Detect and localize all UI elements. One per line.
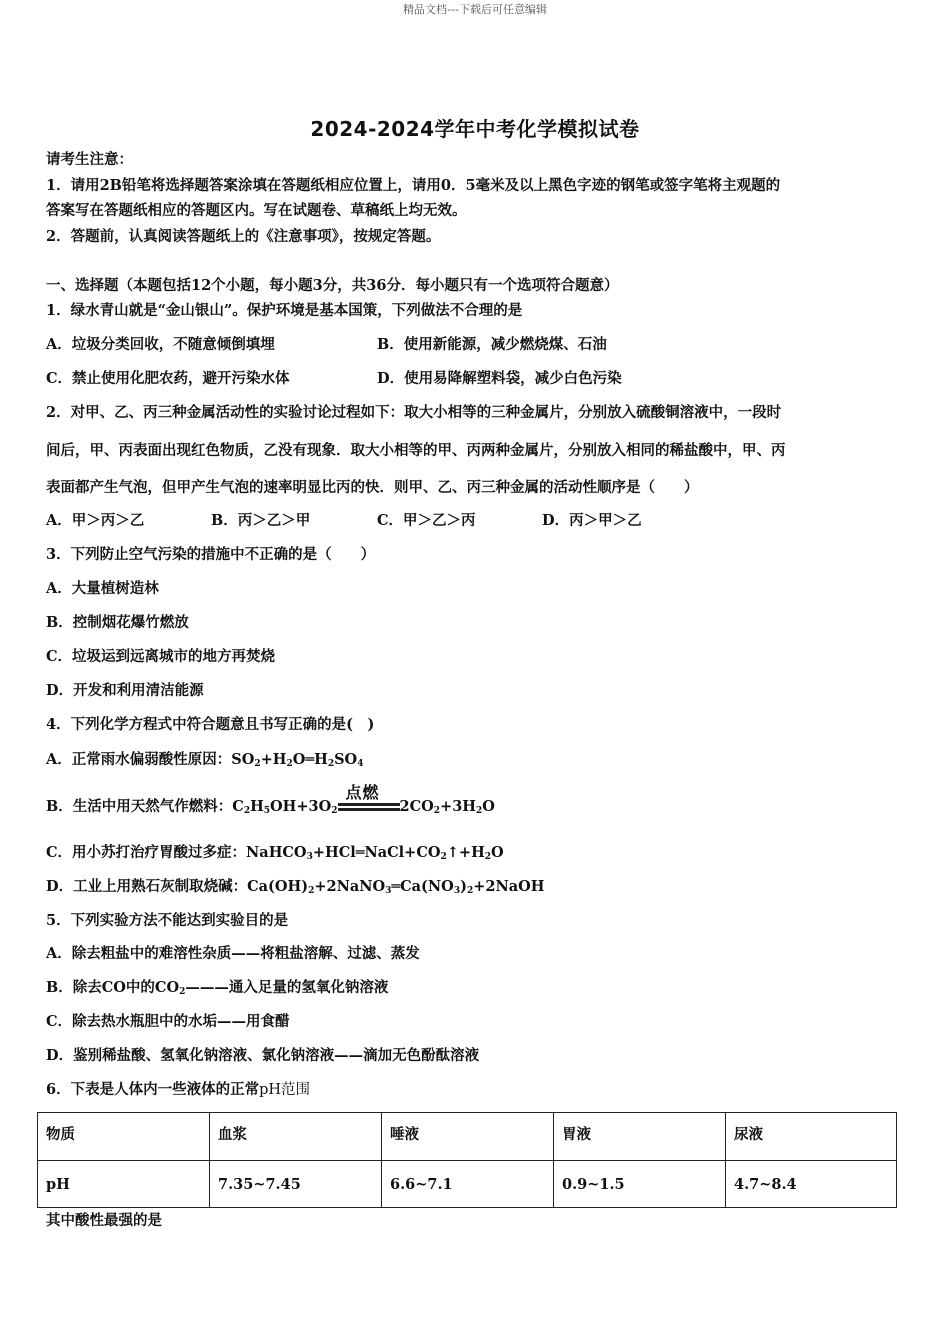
q3-option-a[interactable]: A．大量植树造林 bbox=[46, 580, 159, 597]
exam-title: 2024-2024学年中考化学模拟试卷 bbox=[310, 117, 640, 141]
notice-heading: 请考生注意： bbox=[46, 151, 133, 168]
q4-option-b-equation-left: $C_2H_5OH+3O_2$ bbox=[232, 798, 338, 816]
q2-option-b[interactable]: B．丙＞乙＞甲 bbox=[211, 512, 311, 529]
question-4-stem: 4．下列化学方程式中符合题意且书写正确的是( ) bbox=[46, 716, 375, 733]
q5-option-a[interactable]: A．除去粗盐中的难溶性杂质——将粗盐溶解、过滤、蒸发 bbox=[46, 945, 420, 962]
reaction-condition-label: 点燃 bbox=[345, 783, 380, 802]
q4-option-a-label: A．正常雨水偏弱酸性原因： bbox=[46, 751, 232, 768]
q4-option-b[interactable] bbox=[46, 783, 495, 821]
q3-option-d[interactable]: D．开发和利用清洁能源 bbox=[46, 682, 204, 699]
question-6-stem-b: pH范围 bbox=[259, 1082, 311, 1098]
table-header-cell: 唾液 bbox=[382, 1113, 554, 1161]
q4-option-c-equation: $NaHCO_3+HCl═NaCl+CO_2↑+H_2O$ bbox=[246, 844, 504, 862]
q2-option-a[interactable]: A．甲＞丙＞乙 bbox=[46, 512, 145, 529]
section-heading: 一、选择题（本题包括12个小题，每小题3分，共36分．每小题只有一个选项符合题意） bbox=[46, 277, 619, 294]
table-header-cell: 血浆 bbox=[210, 1113, 382, 1161]
q4-option-d-label: D．工业上用熟石灰制取烧碱： bbox=[46, 878, 248, 895]
reaction-condition-arrow bbox=[338, 783, 400, 821]
question-5-stem: 5．下列实验方法不能达到实验目的是 bbox=[46, 912, 289, 929]
table-cell: 7.35~7.45 bbox=[210, 1161, 382, 1208]
table-header-cell: 胃液 bbox=[554, 1113, 726, 1161]
question-6-followup: 其中酸性最强的是 bbox=[46, 1212, 162, 1229]
table-cell: 4.7~8.4 bbox=[726, 1161, 897, 1208]
question-1-stem: 1．绿水青山就是“金山银山”。保护环境是基本国策，下列做法不合理的是 bbox=[46, 302, 523, 319]
page-header-watermark: 精品文档---下载后可任意编辑 bbox=[403, 3, 547, 16]
table-header-cell: 尿液 bbox=[726, 1113, 897, 1161]
question-3-stem: 3．下列防止空气污染的措施中不正确的是（ ） bbox=[46, 546, 376, 563]
question-6-stem-a: 6．下表是人体内一些液体的正常 bbox=[46, 1081, 260, 1098]
table-header-cell: 物质 bbox=[38, 1113, 210, 1161]
q1-option-c[interactable]: C．禁止使用化肥农药，避开污染水体 bbox=[46, 370, 290, 387]
table-cell: 6.6~7.1 bbox=[382, 1161, 554, 1208]
question-6-stem bbox=[46, 1080, 310, 1100]
q4-option-c[interactable] bbox=[46, 843, 504, 867]
q2-option-c[interactable]: C．甲＞乙＞丙 bbox=[377, 512, 476, 529]
q5-option-d[interactable]: D．鉴别稀盐酸、氢氧化钠溶液、氯化钠溶液——滴加无色酚酞溶液 bbox=[46, 1047, 480, 1064]
question-2-stem-2: 间后，甲、丙表面出现红色物质，乙没有现象．取大小相等的甲、丙两种金属片，分别放入相同的稀盐酸中，甲、丙 bbox=[46, 442, 786, 459]
q4-option-a[interactable] bbox=[46, 750, 363, 774]
q3-option-c[interactable]: C．垃圾运到远离城市的地方再焚烧 bbox=[46, 648, 276, 665]
notice-line-1b: 答案写在答题纸相应的答题区内。写在试题卷、草稿纸上均无效。 bbox=[46, 202, 467, 219]
q4-option-d-equation: $Ca(OH)_2+2NaNO_3═Ca(NO_3)_2+2NaOH$ bbox=[247, 878, 545, 896]
table-cell: pH bbox=[38, 1161, 210, 1208]
ph-range-table bbox=[37, 1112, 897, 1208]
q5-option-b-post: ———通入足量的氢氧化钠溶液 bbox=[185, 979, 389, 996]
q5-option-b-pre: B．除去CO中的CO bbox=[46, 979, 180, 996]
q4-option-c-label: C．用小苏打治疗胃酸过多症： bbox=[46, 844, 247, 861]
q1-option-d[interactable]: D．使用易降解塑料袋，减少白色污染 bbox=[377, 370, 622, 387]
notice-line-1a: 1．请用2B铅笔将选择题答案涂填在答题纸相应位置上，请用0．5毫米及以上黑色字迹的钢笔或签字笔将主观题的 bbox=[46, 177, 781, 194]
question-2-stem-3: 表面都产生气泡，但甲产生气泡的速率明显比丙的快．则甲、乙、丙三种金属的活动性顺序是（ ） bbox=[46, 479, 699, 496]
q5-option-b[interactable]: B．除去CO中的$CO_2———$通入足量的氢氧化钠溶液 bbox=[46, 979, 389, 997]
q4-option-b-equation-right: $2CO_2+3H_2O$ bbox=[399, 798, 495, 816]
question-2-stem-1: 2．对甲、乙、丙三种金属活动性的实验讨论过程如下：取大小相等的三种金属片，分别放入硫酸铜溶液中，一段时 bbox=[46, 404, 782, 421]
q4-option-d[interactable] bbox=[46, 877, 544, 901]
notice-line-2: 2．答题前，认真阅读答题纸上的《注意事项》，按规定答题。 bbox=[46, 228, 441, 245]
q1-option-b[interactable]: B．使用新能源，减少燃烧煤、石油 bbox=[377, 336, 607, 353]
q5-option-c[interactable]: C．除去热水瓶胆中的水垢——用食醋 bbox=[46, 1013, 290, 1030]
q4-option-a-equation: $SO_2+H_2O═H_2SO_4$ bbox=[231, 751, 364, 769]
q2-option-d[interactable]: D．丙＞甲＞乙 bbox=[542, 512, 642, 529]
table-cell: 0.9~1.5 bbox=[554, 1161, 726, 1208]
table-row bbox=[38, 1161, 897, 1208]
q3-option-b[interactable]: B．控制烟花爆竹燃放 bbox=[46, 614, 189, 631]
q4-option-b-label: B．生活中用天然气作燃料： bbox=[46, 798, 233, 815]
q1-option-a[interactable]: A．垃圾分类回收，不随意倾倒填埋 bbox=[46, 336, 275, 353]
table-header-row bbox=[38, 1113, 897, 1161]
